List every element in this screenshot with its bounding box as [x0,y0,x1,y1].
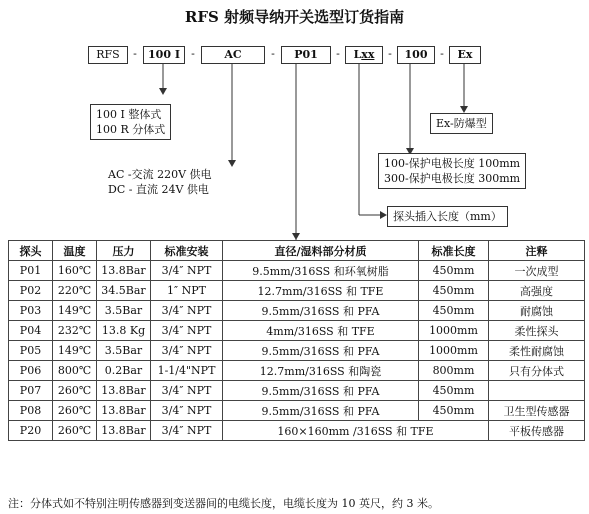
cell-mount: 3/4″ NPT [151,321,223,341]
code-dash: - [388,47,392,60]
table-row [9,381,585,401]
spec-table [8,240,585,441]
table-row [9,341,585,361]
cell-temp: 149℃ [53,341,97,361]
code-segment-probe: P01 [281,46,331,64]
callout-type-line2: 100 R 分体式 [96,123,166,136]
cell-note: 平板传感器 [489,421,585,441]
header-probe: 探头 [9,241,53,261]
cell-mount: 3/4″ NPT [151,301,223,321]
cell-material: 9.5mm/316SS 和环氧树脂 [223,261,419,281]
cell-material: 9.5mm/316SS 和 PFA [223,381,419,401]
cell-pressure: 13.8Bar [97,401,151,421]
callout-electrode-line2: 300-保护电极长度 300mm [384,172,521,185]
header-mount: 标准安装 [151,241,223,261]
cell-pressure: 13.8Bar [97,421,151,441]
table-row [9,361,585,381]
cell-probe: P03 [9,301,53,321]
callout-explosion: Ex-防爆型 [430,113,493,134]
cell-material: 160×160mm /316SS 和 TFE [223,421,489,441]
cell-probe: P02 [9,281,53,301]
cell-probe: P05 [9,341,53,361]
code-segment-power: AC [201,46,265,64]
cell-length: 1000mm [419,321,489,341]
header-material: 直径/湿料部分材质 [223,241,419,261]
callout-insert-length: 探头插入长度（mm） [387,206,508,227]
callout-electrode-line1: 100-保护电极长度 100mm [384,157,521,170]
header-pressure: 压力 [97,241,151,261]
cell-note: 只有分体式 [489,361,585,381]
cell-probe: P04 [9,321,53,341]
cell-temp: 232℃ [53,321,97,341]
cell-pressure: 13.8Bar [97,261,151,281]
length-placeholder: xx [361,48,375,61]
cell-pressure: 34.5Bar [97,281,151,301]
cell-material: 9.5mm/316SS 和 PFA [223,341,419,361]
cell-probe: P20 [9,421,53,441]
callout-electrode [378,153,526,189]
cell-material: 4mm/316SS 和 TFE [223,321,419,341]
code-segment-rfs: RFS [88,46,128,64]
cell-pressure: 3.5Bar [97,341,151,361]
cell-temp: 800℃ [53,361,97,381]
cell-length: 450mm [419,381,489,401]
code-dash: - [133,47,137,60]
cell-temp: 149℃ [53,301,97,321]
header-note: 注释 [489,241,585,261]
code-dash: - [191,47,195,60]
cell-temp: 260℃ [53,381,97,401]
code-segment-type: 100 I [143,46,185,64]
cell-temp: 160℃ [53,261,97,281]
cell-note: 柔性探头 [489,321,585,341]
code-segment-ex: Ex [449,46,481,64]
callout-type [90,104,171,140]
cell-material: 12.7mm/316SS 和 TFE [223,281,419,301]
cell-temp: 260℃ [53,421,97,441]
table-row [9,261,585,281]
callout-power-line2: DC - 直流 24V 供电 [108,183,209,196]
cell-mount: 3/4″ NPT [151,381,223,401]
cell-mount: 3/4″ NPT [151,421,223,441]
cell-note: 耐腐蚀 [489,301,585,321]
cell-pressure: 3.5Bar [97,301,151,321]
cell-mount: 3/4″ NPT [151,401,223,421]
cell-mount: 3/4″ NPT [151,341,223,361]
code-dash: - [440,47,444,60]
cell-pressure: 13.8 Kg [97,321,151,341]
cell-length: 450mm [419,401,489,421]
cell-probe: P08 [9,401,53,421]
cell-probe: P01 [9,261,53,281]
cell-note [489,381,585,401]
callout-power-line1: AC -交流 220V 供电 [108,168,212,181]
cell-length: 800mm [419,361,489,381]
page-title: RFS 射频导纳开关选型订货指南 [184,8,405,26]
cell-mount: 3/4″ NPT [151,261,223,281]
table-row [9,301,585,321]
length-prefix: L [353,48,362,61]
cell-note: 一次成型 [489,261,585,281]
cell-pressure: 0.2Bar [97,361,151,381]
cell-temp: 220℃ [53,281,97,301]
cell-probe: P07 [9,381,53,401]
table-row [9,281,585,301]
callout-power [103,165,217,199]
cell-mount: 1-1/4"NPT [151,361,223,381]
table-row [9,321,585,341]
code-segment-electrode: 100 [397,46,435,64]
code-dash: - [336,47,340,60]
cell-note: 柔性耐腐蚀 [489,341,585,361]
table-header-row [9,241,585,261]
table-row [9,401,585,421]
cell-material: 9.5mm/316SS 和 PFA [223,301,419,321]
cell-note: 高强度 [489,281,585,301]
cell-note: 卫生型传感器 [489,401,585,421]
cell-length: 1000mm [419,341,489,361]
table-row [9,421,585,441]
footnote: 注：分体式如不特别注明传感器到变送器间的电缆长度，电缆长度为 10 英尺，约 3 米。 [8,497,439,510]
cell-length: 450mm [419,301,489,321]
cell-temp: 260℃ [53,401,97,421]
cell-pressure: 13.8Bar [97,381,151,401]
callout-type-line1: 100 I 整体式 [96,108,162,121]
header-temp: 温度 [53,241,97,261]
code-dash: - [271,47,275,60]
cell-length: 450mm [419,261,489,281]
cell-mount: 1″ NPT [151,281,223,301]
cell-length: 450mm [419,281,489,301]
cell-material: 9.5mm/316SS 和 PFA [223,401,419,421]
header-length: 标准长度 [419,241,489,261]
cell-probe: P06 [9,361,53,381]
cell-material: 12.7mm/316SS 和陶瓷 [223,361,419,381]
code-segment-length [345,46,383,64]
